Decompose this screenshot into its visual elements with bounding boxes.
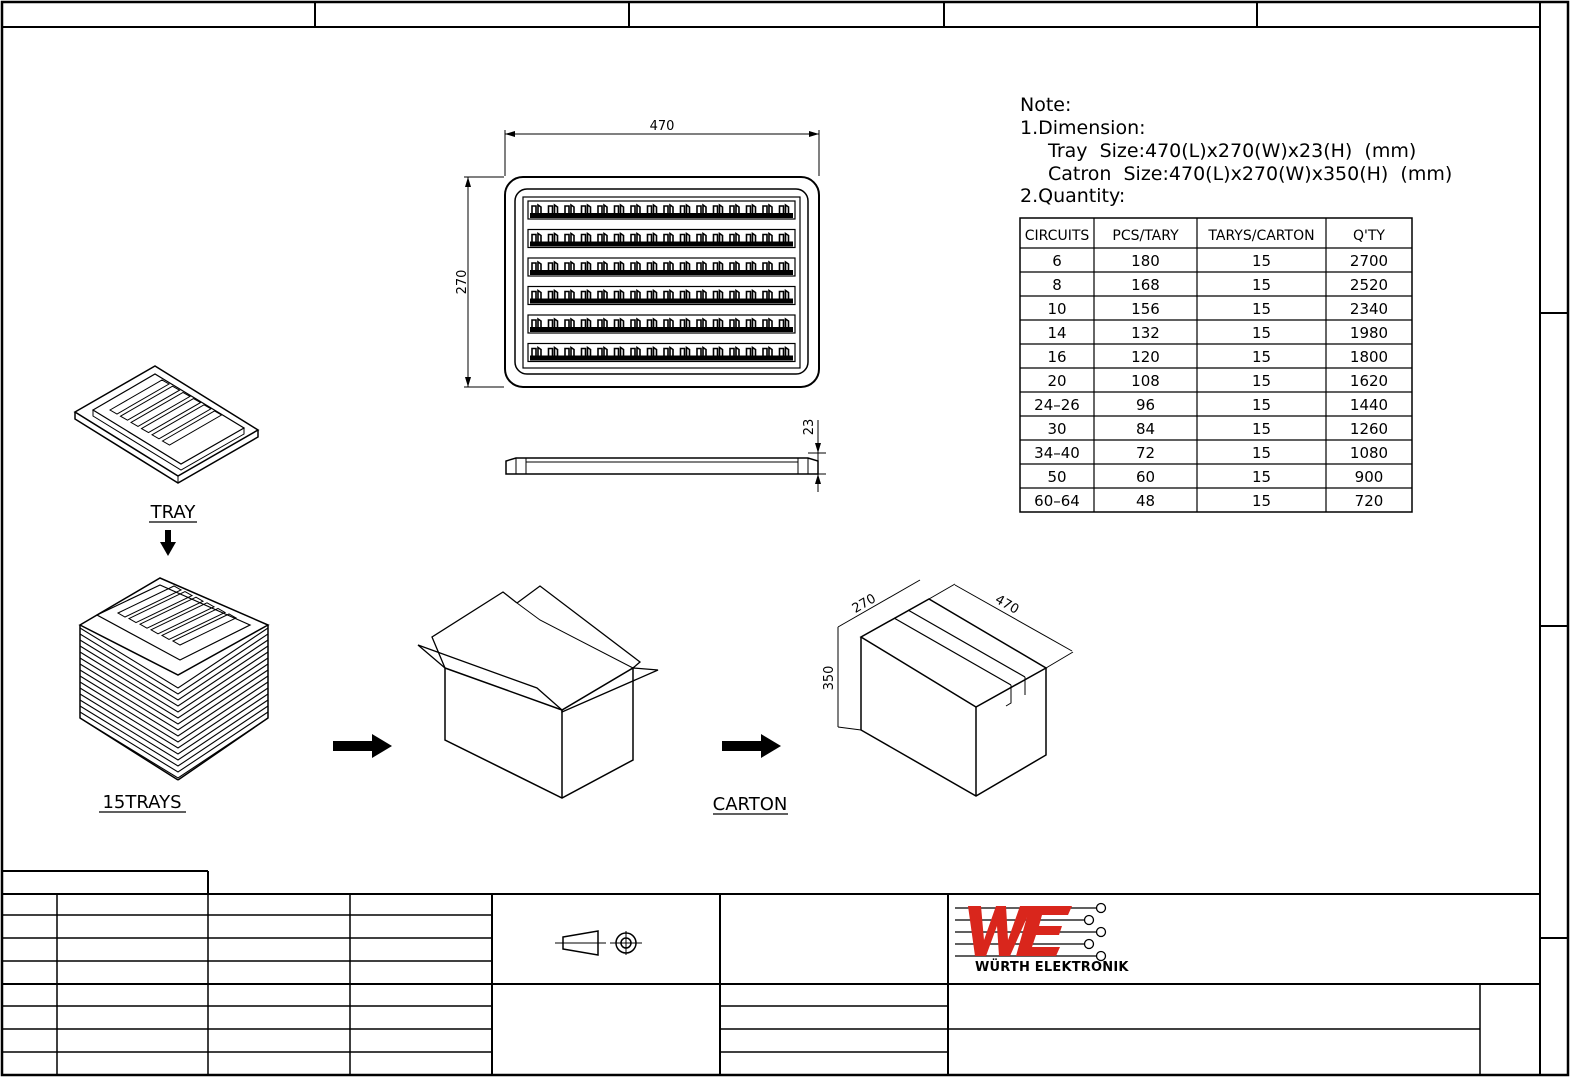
connector-part	[697, 319, 706, 327]
table-cell: 1620	[1349, 372, 1389, 390]
table-cell: 6	[1052, 252, 1062, 270]
logo-node	[1085, 916, 1094, 925]
iso-slot	[163, 411, 222, 445]
connector-part	[681, 291, 690, 299]
iso-slot	[152, 405, 211, 439]
connector-part	[549, 262, 558, 270]
stack-slot	[173, 614, 236, 645]
tray-length-label: 470	[649, 119, 675, 134]
connector-part	[615, 291, 624, 299]
iso-slot	[131, 392, 190, 426]
note-block	[1020, 94, 1452, 207]
connector-part	[615, 205, 624, 213]
table-cell: 15	[1251, 492, 1272, 510]
connector-part	[681, 348, 690, 356]
connector-part	[532, 348, 541, 356]
logo-node	[1097, 928, 1106, 937]
connector-part	[648, 348, 657, 356]
connector-part	[763, 262, 772, 270]
connector-part	[598, 205, 607, 213]
connector-part	[697, 348, 706, 356]
carton-length-label: 470	[992, 592, 1022, 618]
iso-slot	[110, 380, 169, 414]
connector-part	[565, 291, 574, 299]
connector-part	[549, 291, 558, 299]
connector-part	[582, 348, 591, 356]
connector-part	[648, 205, 657, 213]
connector-part	[747, 291, 756, 299]
table-cell: 48	[1135, 492, 1156, 510]
connector-part	[631, 205, 640, 213]
connector-part	[582, 205, 591, 213]
stack-slot	[140, 597, 203, 628]
connector-part	[714, 262, 723, 270]
connector-part	[730, 291, 739, 299]
connector-part	[747, 262, 756, 270]
connector-part	[780, 291, 789, 299]
carton-height-dimension	[822, 627, 861, 730]
connector-part	[714, 348, 723, 356]
connector-part	[549, 319, 558, 327]
connector-part	[780, 348, 789, 356]
quantity-table	[1020, 218, 1412, 512]
connector-part	[598, 262, 607, 270]
connector-part	[681, 205, 690, 213]
connector-part	[664, 291, 673, 299]
connector-part	[714, 291, 723, 299]
connector-part	[565, 319, 574, 327]
table-cell: 900	[1354, 468, 1384, 486]
stack-slot	[151, 603, 214, 634]
table-cell: 108	[1131, 372, 1160, 390]
table-header: Q'TY	[1353, 228, 1385, 244]
stack-slot	[162, 608, 225, 639]
table-cell: 60	[1135, 468, 1156, 486]
connector-part	[681, 262, 690, 270]
note-quantity-heading: 2.Quantity:	[1020, 185, 1126, 207]
table-cell: 10	[1047, 300, 1067, 318]
connector-part	[582, 291, 591, 299]
down-arrow-icon	[160, 530, 176, 556]
tray-length-dimension	[505, 119, 819, 176]
note-carton-size: Catron Size:470(L)x270(W)x350(H) (mm)	[1048, 163, 1453, 185]
trays-stack-label: 15TRAYS	[102, 792, 182, 813]
table-cell: 16	[1047, 348, 1067, 366]
projection-symbol-icon	[555, 931, 642, 955]
connector-part	[763, 291, 772, 299]
connector-part	[615, 319, 624, 327]
logo-node	[1097, 904, 1106, 913]
tray-height-dimension	[802, 419, 826, 492]
table-cell: 60–64	[1034, 492, 1080, 510]
connector-part	[730, 234, 739, 242]
note-dimension-heading: 1.Dimension:	[1020, 117, 1146, 139]
connector-part	[549, 205, 558, 213]
connector-part	[747, 348, 756, 356]
connector-part	[714, 234, 723, 242]
table-cell: 50	[1047, 468, 1067, 486]
iso-slot	[121, 386, 180, 420]
wurth-elektronik-logo	[955, 904, 1129, 976]
connector-part	[664, 234, 673, 242]
right-arrow-icon	[722, 734, 781, 758]
table-cell: 1980	[1349, 324, 1389, 342]
carton-label: CARTON	[712, 794, 788, 815]
table-cell: 120	[1131, 348, 1160, 366]
tray-top-view	[505, 177, 819, 387]
table-header: TARYS/CARTON	[1208, 228, 1315, 244]
connector-part	[697, 291, 706, 299]
table-cell: 132	[1131, 324, 1160, 342]
connector-part	[747, 234, 756, 242]
table-cell: 168	[1131, 276, 1160, 294]
connector-part	[697, 262, 706, 270]
iso-slot	[142, 399, 201, 433]
logo-node	[1085, 940, 1094, 949]
connector-part	[532, 205, 541, 213]
carton-width-label: 270	[849, 591, 879, 617]
connector-part	[780, 319, 789, 327]
connector-part	[582, 262, 591, 270]
stack-slot	[129, 592, 192, 623]
connector-part	[615, 262, 624, 270]
table-header: PCS/TARY	[1112, 228, 1179, 244]
connector-part	[763, 234, 772, 242]
connector-part	[598, 291, 607, 299]
connector-part	[598, 234, 607, 242]
connector-part	[598, 348, 607, 356]
connector-part	[747, 205, 756, 213]
connector-part	[631, 291, 640, 299]
note-title: Note:	[1020, 94, 1072, 116]
connector-part	[747, 319, 756, 327]
company-name: WÜRTH ELEKTRONIK	[975, 960, 1129, 975]
connector-part	[631, 319, 640, 327]
logo-we-mark	[968, 906, 1072, 956]
tray-width-label: 270	[455, 269, 470, 295]
table-cell: 34–40	[1034, 444, 1080, 462]
table-cell: 720	[1354, 492, 1384, 510]
table-cell: 30	[1047, 420, 1067, 438]
table-cell: 1080	[1349, 444, 1389, 462]
connector-part	[631, 262, 640, 270]
connector-part	[549, 348, 558, 356]
tray-stack	[80, 578, 268, 780]
connector-part	[664, 262, 673, 270]
connector-part	[780, 205, 789, 213]
table-cell: 2700	[1349, 252, 1389, 270]
connector-part	[631, 348, 640, 356]
table-cell: 1800	[1349, 348, 1389, 366]
table-cell: 96	[1135, 396, 1156, 414]
table-cell: 14	[1047, 324, 1067, 342]
connector-part	[549, 234, 558, 242]
table-cell: 84	[1135, 420, 1156, 438]
table-cell: 72	[1135, 444, 1156, 462]
tray-width-dimension	[455, 177, 504, 387]
table-cell: 180	[1131, 252, 1160, 270]
connector-part	[664, 205, 673, 213]
tray-label: TRAY	[150, 502, 196, 523]
table-header: CIRCUITS	[1024, 228, 1090, 244]
connector-part	[582, 234, 591, 242]
connector-part	[532, 291, 541, 299]
connector-part	[697, 234, 706, 242]
carton-length-dimension	[929, 584, 1073, 668]
table-cell: 2340	[1349, 300, 1389, 318]
table-cell: 15	[1251, 444, 1272, 462]
connector-part	[714, 205, 723, 213]
table-cell: 24–26	[1034, 396, 1080, 414]
open-carton	[418, 586, 658, 798]
table-cell: 15	[1251, 300, 1272, 318]
table-cell: 15	[1251, 372, 1272, 390]
connector-part	[565, 262, 574, 270]
connector-part	[664, 319, 673, 327]
table-cell: 15	[1251, 396, 1272, 414]
connector-part	[532, 319, 541, 327]
connector-part	[598, 319, 607, 327]
connector-part	[565, 348, 574, 356]
table-cell: 156	[1131, 300, 1160, 318]
table-cell: 15	[1251, 420, 1272, 438]
connector-part	[664, 348, 673, 356]
tray-height-label: 23	[802, 418, 817, 436]
connector-part	[615, 234, 624, 242]
connector-part	[648, 291, 657, 299]
connector-part	[532, 234, 541, 242]
table-cell: 20	[1047, 372, 1067, 390]
table-cell: 8	[1052, 276, 1062, 294]
connector-part	[582, 319, 591, 327]
tray-slots	[528, 201, 795, 362]
table-cell: 15	[1251, 348, 1272, 366]
title-block	[2, 871, 1540, 1075]
connector-part	[615, 348, 624, 356]
table-cell: 1440	[1349, 396, 1389, 414]
connector-part	[631, 234, 640, 242]
connector-part	[730, 348, 739, 356]
stack-layers	[80, 628, 268, 778]
tray-isometric	[75, 366, 258, 483]
connector-part	[714, 319, 723, 327]
table-cell: 15	[1251, 468, 1272, 486]
connector-part	[648, 262, 657, 270]
connector-part	[697, 205, 706, 213]
note-tray-size: Tray Size:470(L)x270(W)x23(H) (mm)	[1048, 140, 1417, 162]
table-cell: 15	[1251, 276, 1272, 294]
connector-part	[780, 262, 789, 270]
tray-side-view	[506, 458, 818, 474]
connector-part	[648, 234, 657, 242]
connector-part	[763, 319, 772, 327]
closed-carton	[861, 599, 1046, 796]
table-cell: 15	[1251, 252, 1272, 270]
connector-part	[532, 262, 541, 270]
connector-part	[780, 234, 789, 242]
table-cell: 2520	[1349, 276, 1389, 294]
connector-part	[648, 319, 657, 327]
connector-part	[565, 234, 574, 242]
table-cell: 15	[1251, 324, 1272, 342]
connector-part	[565, 205, 574, 213]
connector-part	[763, 348, 772, 356]
carton-height-label: 350	[822, 665, 837, 691]
connector-part	[681, 319, 690, 327]
right-arrow-icon	[333, 734, 392, 758]
table-cell: 1260	[1349, 420, 1389, 438]
connector-part	[730, 319, 739, 327]
connector-part	[681, 234, 690, 242]
connector-part	[730, 205, 739, 213]
connector-part	[763, 205, 772, 213]
connector-part	[730, 262, 739, 270]
